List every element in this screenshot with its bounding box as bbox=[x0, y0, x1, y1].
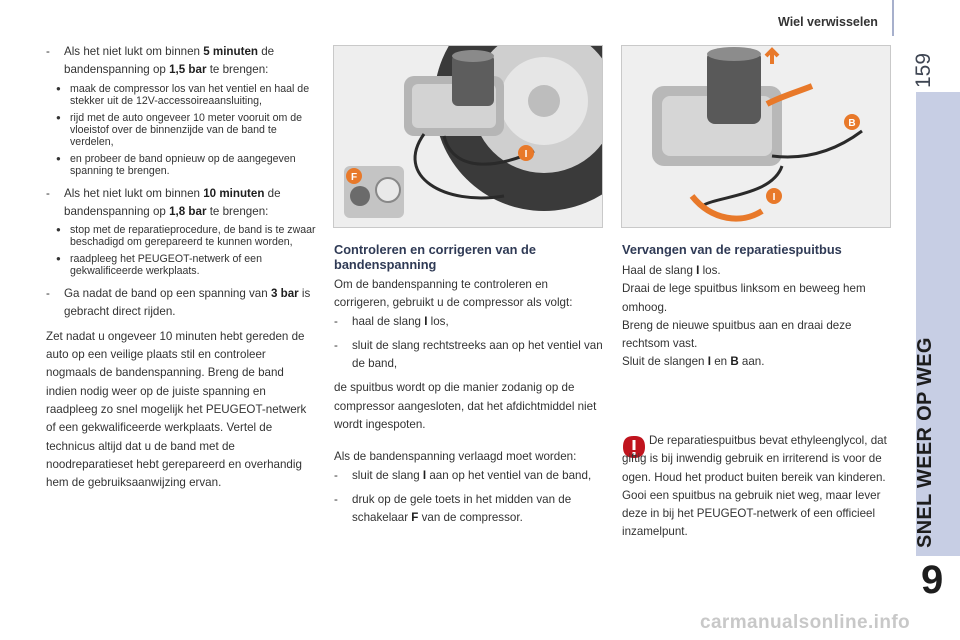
svg-text:F: F bbox=[350, 172, 358, 183]
instruction-3-bar bbox=[46, 285, 316, 322]
bold-text: I bbox=[707, 355, 711, 369]
column-3 bbox=[622, 262, 894, 372]
canister-illustration bbox=[622, 46, 891, 228]
text: de bandenspanning op bbox=[64, 45, 275, 77]
text: Als het niet lukt om binnen bbox=[64, 45, 204, 58]
svg-text:I: I bbox=[524, 149, 528, 160]
bold-text: I bbox=[696, 264, 700, 277]
figure-replace-canister bbox=[621, 45, 891, 228]
text: en bbox=[710, 355, 731, 369]
followup-paragraph: Zet nadat u ongeveer 10 minuten hebt gereden de auto op een veilige plaats stil en controleer nogmaals de bandenspanning. Breng de band indien nodig weer op de juiste spanning en raadpleeg zo snel mogelijk het PEUGEOT-netwerk of een gekwalificeerde werkplaats. Vertel de technicus altijd dat u de band met de noodreparatieset hebt gerepareerd en overhandig hem de gebruiksaanwijzing ervan. bbox=[46, 329, 307, 490]
text: los, bbox=[427, 314, 449, 328]
intro-text: Om de bandenspanning te controleren en corrigeren, gebruikt u de compressor als volgt: bbox=[334, 278, 573, 310]
line bbox=[622, 353, 894, 371]
text: is gebracht direct rijden. bbox=[64, 287, 311, 319]
bold-text: 5 minuten bbox=[203, 45, 258, 58]
bold-text: I bbox=[424, 314, 428, 328]
line bbox=[622, 262, 894, 280]
page-number bbox=[912, 53, 936, 88]
svg-text:I: I bbox=[772, 192, 776, 203]
step-item bbox=[334, 491, 604, 528]
text: haal de slang bbox=[352, 314, 425, 328]
text: te brengen: bbox=[206, 63, 269, 77]
chapter-number: 9 bbox=[921, 558, 944, 602]
bold-text: 10 minuten bbox=[203, 186, 265, 200]
instruction-5-minutes bbox=[46, 43, 316, 80]
line: Breng de nieuwe spuitbus aan en draai deze rechtsom vast. bbox=[622, 318, 852, 351]
column-2 bbox=[334, 276, 604, 528]
section-heading-check-pressure: Controleren en corrigeren van de bandenspanning bbox=[334, 242, 536, 272]
warning-body: De reparatiespuitbus bevat ethyleenglycol, dat giftig is bij inwendig gebruik en irriterend is voor de ogen. Houd het product buiten bereik van kinderen. Gooi een spuitbus na gebruik niet weg, maar lever deze in bij het PEUGEOT-netwerk of een officieel inzamelpunt. bbox=[622, 434, 887, 539]
chapter-title: SNEL WEER OP WEG bbox=[914, 337, 936, 548]
header-divider bbox=[892, 0, 894, 36]
line: Draai de lege spuitbus linksom en beweeg hem omhoog. bbox=[622, 282, 866, 314]
bullet-item: ● stop met de reparatieprocedure, de band is te zwaar beschadigd om gerepareerd te kunnen worden, bbox=[56, 224, 316, 248]
text: Ga nadat de band op een spanning van bbox=[64, 287, 271, 301]
bold-text: 1,8 bar bbox=[169, 204, 207, 218]
bullet-item: ● rijd met de auto ongeveer 10 meter vooruit om de vloeistof over de binnenzijde van de band te verdelen, bbox=[56, 112, 316, 148]
bullet-item: ● raadpleeg het PEUGEOT-netwerk of een gekwalificeerde werkplaats. bbox=[56, 253, 316, 277]
column-1 bbox=[46, 43, 316, 492]
bold-text: B bbox=[730, 355, 739, 369]
text: aan op het ventiel van de band, bbox=[426, 468, 592, 482]
bold-text: 3 bar bbox=[270, 287, 299, 301]
text: van de compressor. bbox=[418, 511, 523, 525]
bullet-item: ● en probeer de band opnieuw op de aangegeven spanning te brengen. bbox=[56, 153, 316, 177]
bold-text: F bbox=[411, 511, 419, 525]
watermark: carmanualsonline.info bbox=[700, 612, 911, 633]
mid-paragraph: de spuitbus wordt op die manier zodanig op de compressor aangesloten, dat het afdichtmiddel niet wordt ingespoten. bbox=[334, 381, 597, 432]
bullet-item: ● maak de compressor los van het ventiel en haal de stekker uit de 12V-accessoireaansluiting, bbox=[56, 83, 316, 107]
svg-text:B: B bbox=[848, 118, 856, 129]
step-item: - sluit de slang rechtstreeks aan op het ventiel van de band, bbox=[334, 337, 604, 374]
step-item bbox=[334, 313, 604, 331]
page-number-text: 159 bbox=[912, 52, 935, 88]
text: Als het niet lukt om binnen bbox=[64, 186, 204, 200]
figure-compressor-on-wheel bbox=[333, 45, 603, 228]
text: Sluit de slangen bbox=[622, 355, 708, 369]
intro-text-2: Als de bandenspanning verlaagd moet worden: bbox=[334, 450, 577, 464]
text: aan. bbox=[738, 355, 765, 369]
text: de bandenspanning op bbox=[64, 186, 281, 218]
text: druk op de gele toets in het midden van de schakelaar bbox=[352, 492, 572, 525]
text: los. bbox=[699, 264, 721, 277]
warning-text bbox=[622, 432, 894, 542]
text: sluit de slang bbox=[352, 468, 423, 482]
bold-text: 1,5 bar bbox=[169, 63, 207, 77]
step-item bbox=[334, 467, 604, 485]
section-heading-replace-canister: Vervangen van de reparatiespuitbus bbox=[622, 242, 842, 257]
text: te brengen: bbox=[206, 204, 269, 218]
text: Haal de slang bbox=[622, 264, 697, 277]
bold-text: I bbox=[422, 468, 427, 482]
page-header-title: Wiel verwisselen bbox=[778, 15, 878, 29]
compressor-wheel-illustration bbox=[334, 46, 603, 228]
instruction-10-minutes bbox=[46, 185, 316, 222]
